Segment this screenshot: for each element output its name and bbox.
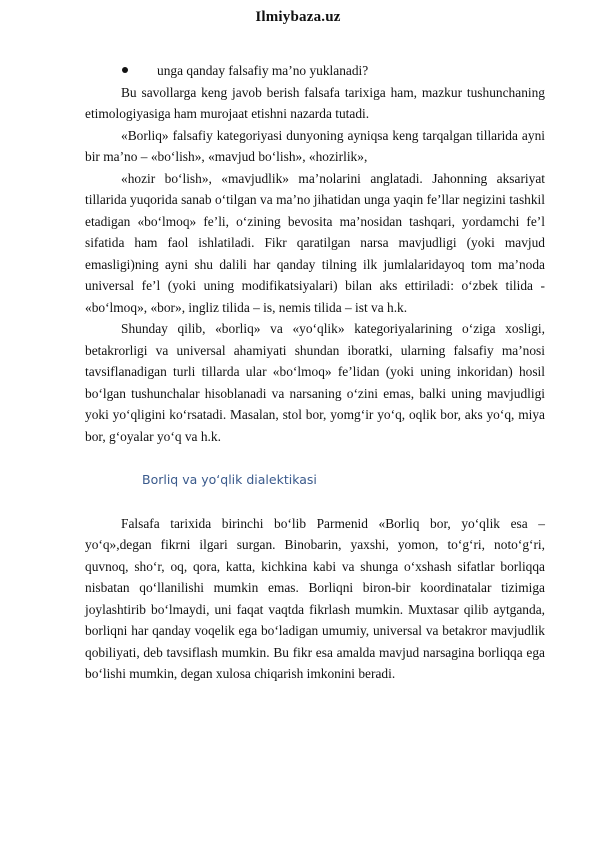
paragraph-parmenides: Falsafa tarixida birinchi bo‘lib Parmenid «Borliq bor, yo‘qlik esa – yo‘q»,degan fikrni ilgari surgan. Binobarin, yaxshi, yomon, to‘g‘ri, noto‘g‘ri, quvnoq, sho‘r, oq, qora, katta, kichkina kabi va shunga o‘xshash sifatlar borliqqa nisbatan qo‘llanilishi mumkin emas. Borliqni biron-bir koordinatalar tizimiga joylashtirib bo‘lmaydi, uni faqat vaqtda fikrlash mumkin. Muxtasar qilib aytganda, borliqni har qanday voqelik ega bo‘ladigan umumiy, universal va betakror mavjudlik qobiliyati, deb tavsiflash mumkin. Bu fikr esa amalda mavjud narsagina borliqqa ega bo‘lishi mumkin, degan xulosa chiqarish imkonini beradi. — [85, 515, 545, 681]
bullet-icon — [122, 67, 128, 73]
paragraph-uniqueness: Shunday qilib, «borliq» va «yo‘qlik» kategoriyalarining o‘ziga xosligi, betakrorligi va universal ahamiyati shundan iboratki, ularning falsafiy ma’nosi tavsiflanadigan turli tillarda ular «bo‘lmoq» fe’lidan (yoki uning inkoridan) hosil bo‘lgan tushunchalar hisoblanadi va narsaning o‘zini emas, balki uning mavjudligi yoki yo‘qligini ko‘rsatadi. Masalan, stol bor, yomg‘ir yo‘q, oqlik bor, aks yo‘q, miya bor, g‘oyalar yo‘q va h.k. — [85, 321, 545, 444]
site-title: Ilmiybaza.uz — [255, 9, 341, 25]
paragraph-category-meaning: «Borliq» falsafiy kategoriyasi dunyoning ayniqsa keng tarqalgan tillarida ayni bir ma’no – «bo‘lish», «mavjud bo‘lish», «hozirlik», — [85, 127, 545, 164]
paragraph-etymology: Bu savollarga keng javob berish falsafa tarixiga ham, mazkur tushunchaning etimologiyasiga ham murojaat etishni nazarda tutadi. — [85, 84, 545, 121]
paragraph-verb-to-be: «hozir bo‘lish», «mavjudlik» ma’nolarini anglatadi. Jahonning aksariyat tillarida yuqorida sanab o‘tilgan va ma’no jihatidan unga yaqin fe’llar negizini tashkil etadigan «bo‘lmoq» fe’li, o‘zining bevosita ma’nosidan tashqari, yordamchi fe’l sifatida ham faol ishlatiladi. Fikr qaratilgan narsa mavjudligi (yoki mavjud emasligi)ning ayni shu dalili har qanday tilning ilk jumlalaridayoq tom ma’noda universal fe’l (yoki uning modifikatsiyalari) bilan aks ettiriladi: o‘zbek tilida - «bo‘lmoq», «bor», ingliz tilida – is, nemis tilida – ist va h.k. — [85, 170, 545, 315]
document-body — [85, 60, 545, 685]
section-heading: Borliq va yo‘qlik dialektikasi — [142, 472, 317, 487]
bullet-item — [85, 60, 545, 82]
bullet-question-text: unga qanday falsafiy ma’no yuklanadi? — [157, 63, 369, 78]
